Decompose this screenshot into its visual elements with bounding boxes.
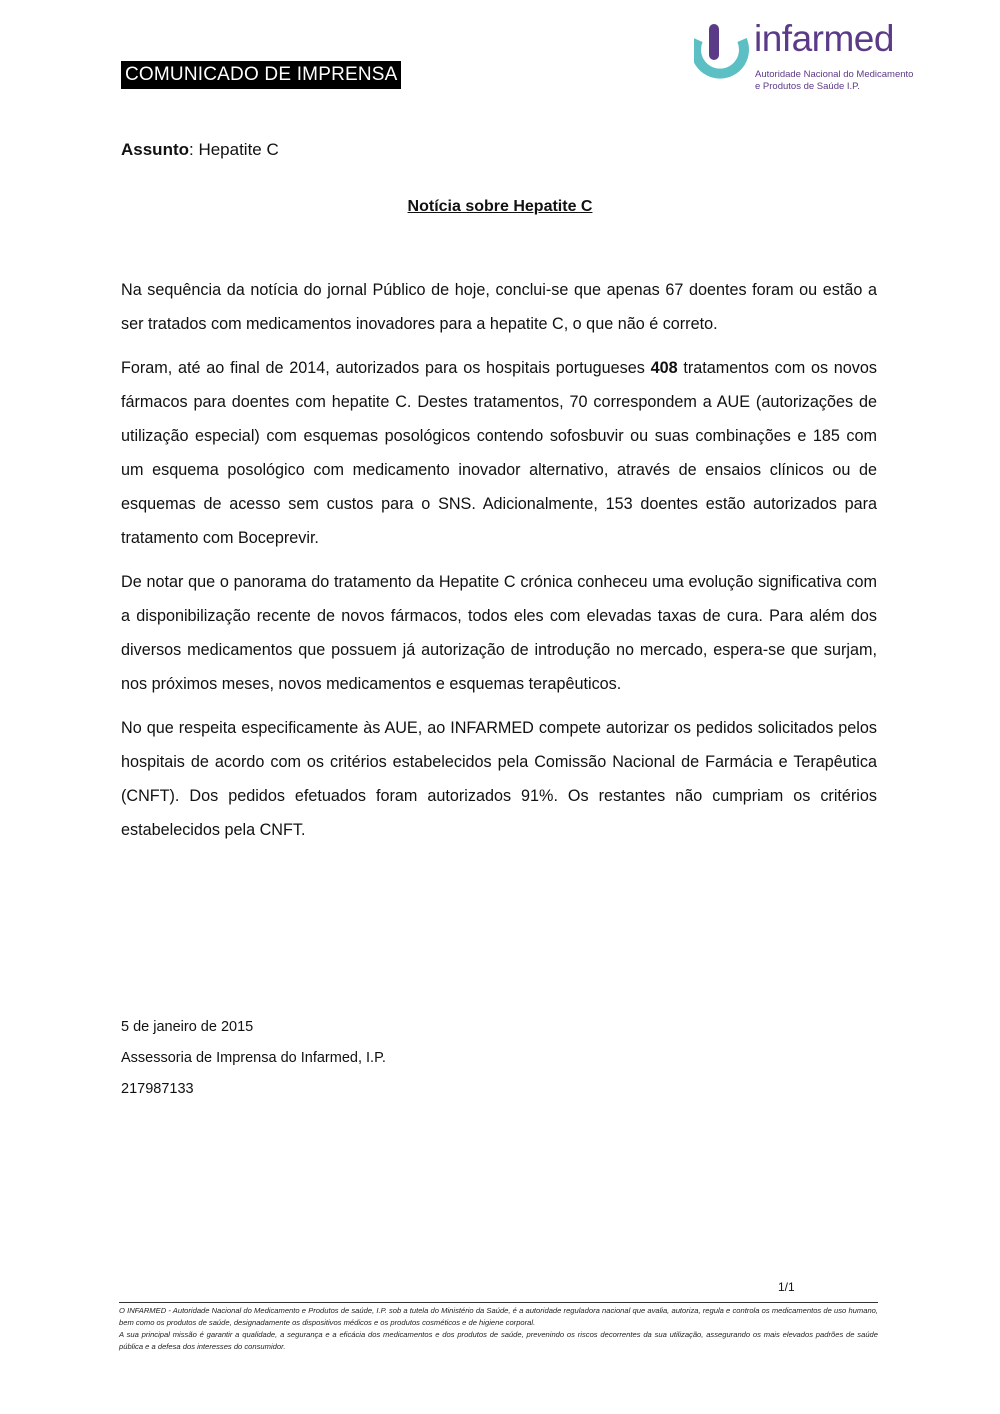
logo-subtitle-line1: Autoridade Nacional do Medicamento (755, 69, 914, 80)
infarmed-logo (694, 18, 924, 100)
logo-subtitle-line2: e Produtos de Saúde I.P. (755, 81, 860, 92)
logo-mark-icon (694, 24, 754, 84)
footer-disclaimer (119, 1305, 878, 1353)
news-title: Notícia sobre Hepatite C (407, 198, 593, 215)
press-release-label: COMUNICADO DE IMPRENSA (121, 61, 401, 89)
paragraph-2-start: Foram, até ao final de 2014, autorizados para os hospitais portugueses (121, 359, 651, 377)
page-number: 1/1 (778, 1280, 795, 1294)
release-date: 5 de janeiro de 2015 (121, 1019, 254, 1035)
subject-label: Assunto (121, 140, 189, 159)
paragraph-2-end: tratamentos com os novos fármacos para doentes com hepatite C. Destes tratamentos, 70 correspondem a AUE (autorizações de utilização especial) com esquemas posológicos contendo sofosbuvir ou suas combinações e 185 com um esquema posológico com medicamento inovador alternativo, através de ensaios clínicos ou de esquemas de acesso sem custos para o SNS. Adicionalmente, 153 doentes estão autorizados para tratamento com Boceprevir. (121, 359, 878, 547)
body-paragraph-2 (121, 351, 877, 555)
treatments-count: 408 (650, 359, 678, 377)
subject-line (121, 140, 279, 160)
contact-phone: 217987133 (121, 1081, 194, 1097)
footer-line-2: A sua principal missão é garantir a qualidade, a segurança e a eficácia dos medicamentos e dos produtos de saúde, prevenindo os riscos decorrentes da sua utilização, assegurando os mais elevados padrões de saúde pública e a defesa dos interesses do consumidor. (119, 1330, 878, 1351)
body-text (121, 273, 877, 857)
subject-value: : Hepatite C (189, 140, 279, 159)
footer-divider (119, 1302, 878, 1303)
footer-line-1: O INFARMED - Autoridade Nacional do Medicamento e Produtos de saúde, I.P. sob a tutela do Ministério da Saúde, é a autoridade reguladora nacional que avalia, autoriza, regula e controla os medicamentos de uso humano, bem como os produtos de saúde, designadamente os dispositivos médicos e os produtos cosméticos e de higiene corporal. (119, 1306, 878, 1327)
body-paragraph-1: Na sequência da notícia do jornal Público de hoje, conclui-se que apenas 67 doentes foram ou estão a ser tratados com medicamentos inovadores para a hepatite C, o que não é correto. (121, 281, 877, 333)
logo-wordmark: infarmed (754, 18, 894, 59)
logo-subtitle (755, 69, 913, 93)
body-paragraph-4: No que respeita especificamente às AUE, ao INFARMED compete autorizar os pedidos solicitados pelos hospitais de acordo com os critérios estabelecidos pela Comissão Nacional de Farmácia e Terapêutica (CNFT). Dos pedidos efetuados foram autorizados 91%. Os restantes não cumpriam os critérios estabelecidos pela CNFT. (121, 719, 877, 839)
signature-block (121, 1012, 386, 1105)
press-office: Assessoria de Imprensa do Infarmed, I.P. (121, 1050, 386, 1066)
body-paragraph-3: De notar que o panorama do tratamento da Hepatite C crónica conheceu uma evolução significativa com a disponibilização recente de novos fármacos, todos eles com elevadas taxas de cura. Para além dos diversos medicamentos que possuem já autorização de introdução no mercado, espera-se que surjam, nos próximos meses, novos medicamentos e esquemas terapêuticos. (121, 573, 877, 693)
